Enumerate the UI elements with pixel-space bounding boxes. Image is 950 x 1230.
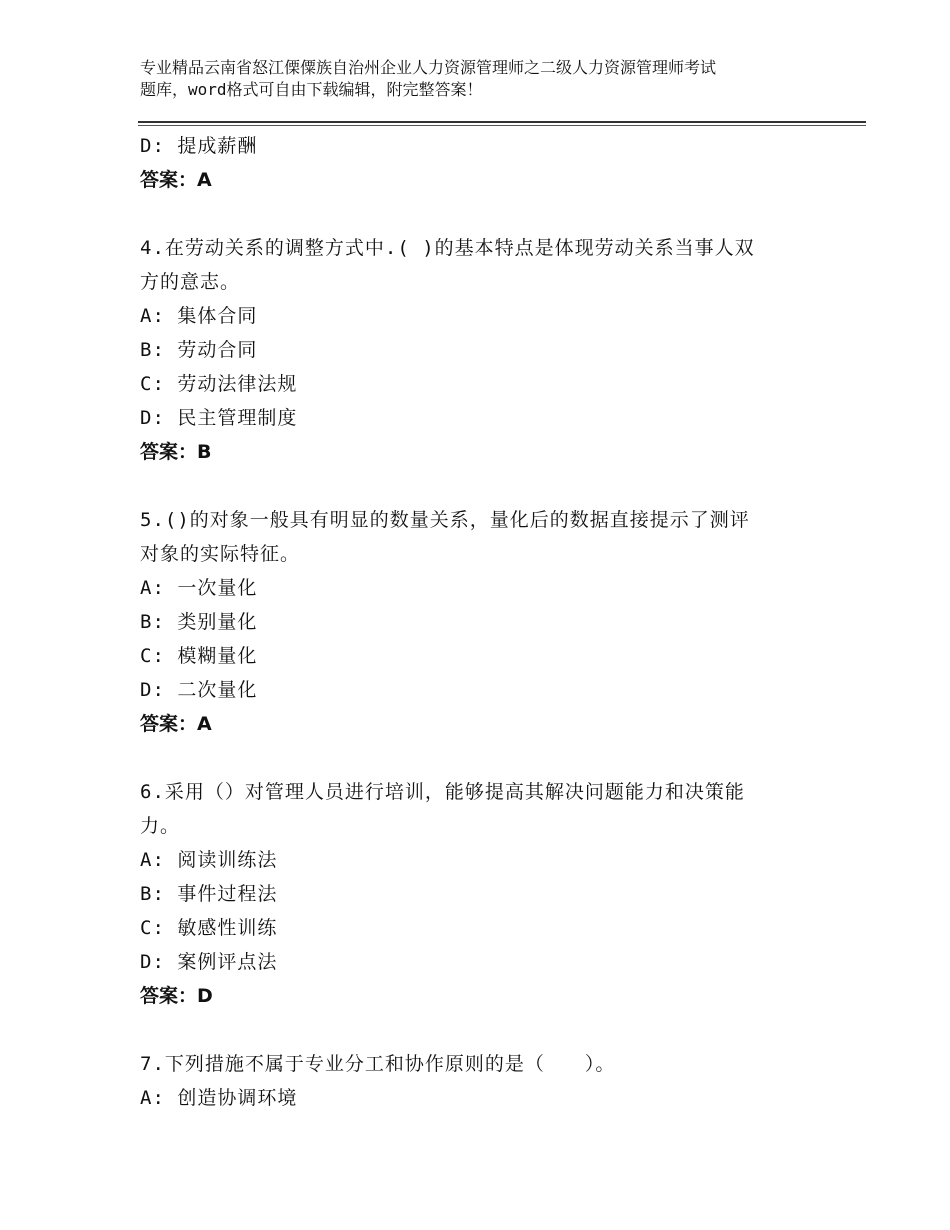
option-a: A: 创造协调环境 [140,1087,298,1109]
spacer [140,469,840,503]
document-header [140,57,830,101]
option-d: D: 民主管理制度 [140,407,298,429]
header-divider-thick [138,121,866,123]
header-title-line-1: 专业精品云南省怒江傈僳族自治州企业人力资源管理师之二级人力资源管理师考试 [140,58,717,77]
header-title-line-2: 题库，word格式可自由下载编辑，附完整答案！ [140,80,483,99]
option-b: B: 事件过程法 [140,883,278,905]
question-stem: 4.在劳动关系的调整方式中.( )的基本特点是体现劳动关系当事人双 [140,237,755,259]
question-3-carryover [140,129,840,197]
answer-label: 答案：B [140,441,212,463]
option-a: A: 集体合同 [140,305,258,327]
answer-label: 答案：A [140,713,212,735]
spacer [140,197,840,231]
option-c: C: 敏感性训练 [140,917,278,939]
option-d: D: 案例评点法 [140,951,278,973]
header-divider-thin [138,125,866,126]
option-b: B: 类别量化 [140,611,258,633]
question-stem-continued: 力。 [140,815,181,837]
question-stem-continued: 对象的实际特征。 [140,543,301,565]
question-5 [140,503,840,741]
question-6 [140,775,840,1013]
option-c: C: 劳动法律法规 [140,373,298,395]
question-content [140,129,840,1115]
answer-label: 答案：D [140,985,213,1007]
question-stem: 7.下列措施不属于专业分工和协作原则的是（ ）。 [140,1053,616,1075]
option-b: B: 劳动合同 [140,339,258,361]
option-a: A: 一次量化 [140,577,258,599]
question-stem: 5.()的对象一般具有明显的数量关系，量化后的数据直接提示了测评 [140,509,750,531]
option-a: A: 阅读训练法 [140,849,278,871]
spacer [140,741,840,775]
question-stem: 6.采用（）对管理人员进行培训，能够提高其解决问题能力和决策能 [140,781,745,803]
question-stem-continued: 方的意志。 [140,271,241,293]
option-d: D: 二次量化 [140,679,258,701]
option-c: C: 模糊量化 [140,645,258,667]
question-7 [140,1047,840,1115]
question-4 [140,231,840,469]
spacer [140,1013,840,1047]
answer-label: 答案：A [140,169,212,191]
option-d: D: 提成薪酬 [140,135,258,157]
